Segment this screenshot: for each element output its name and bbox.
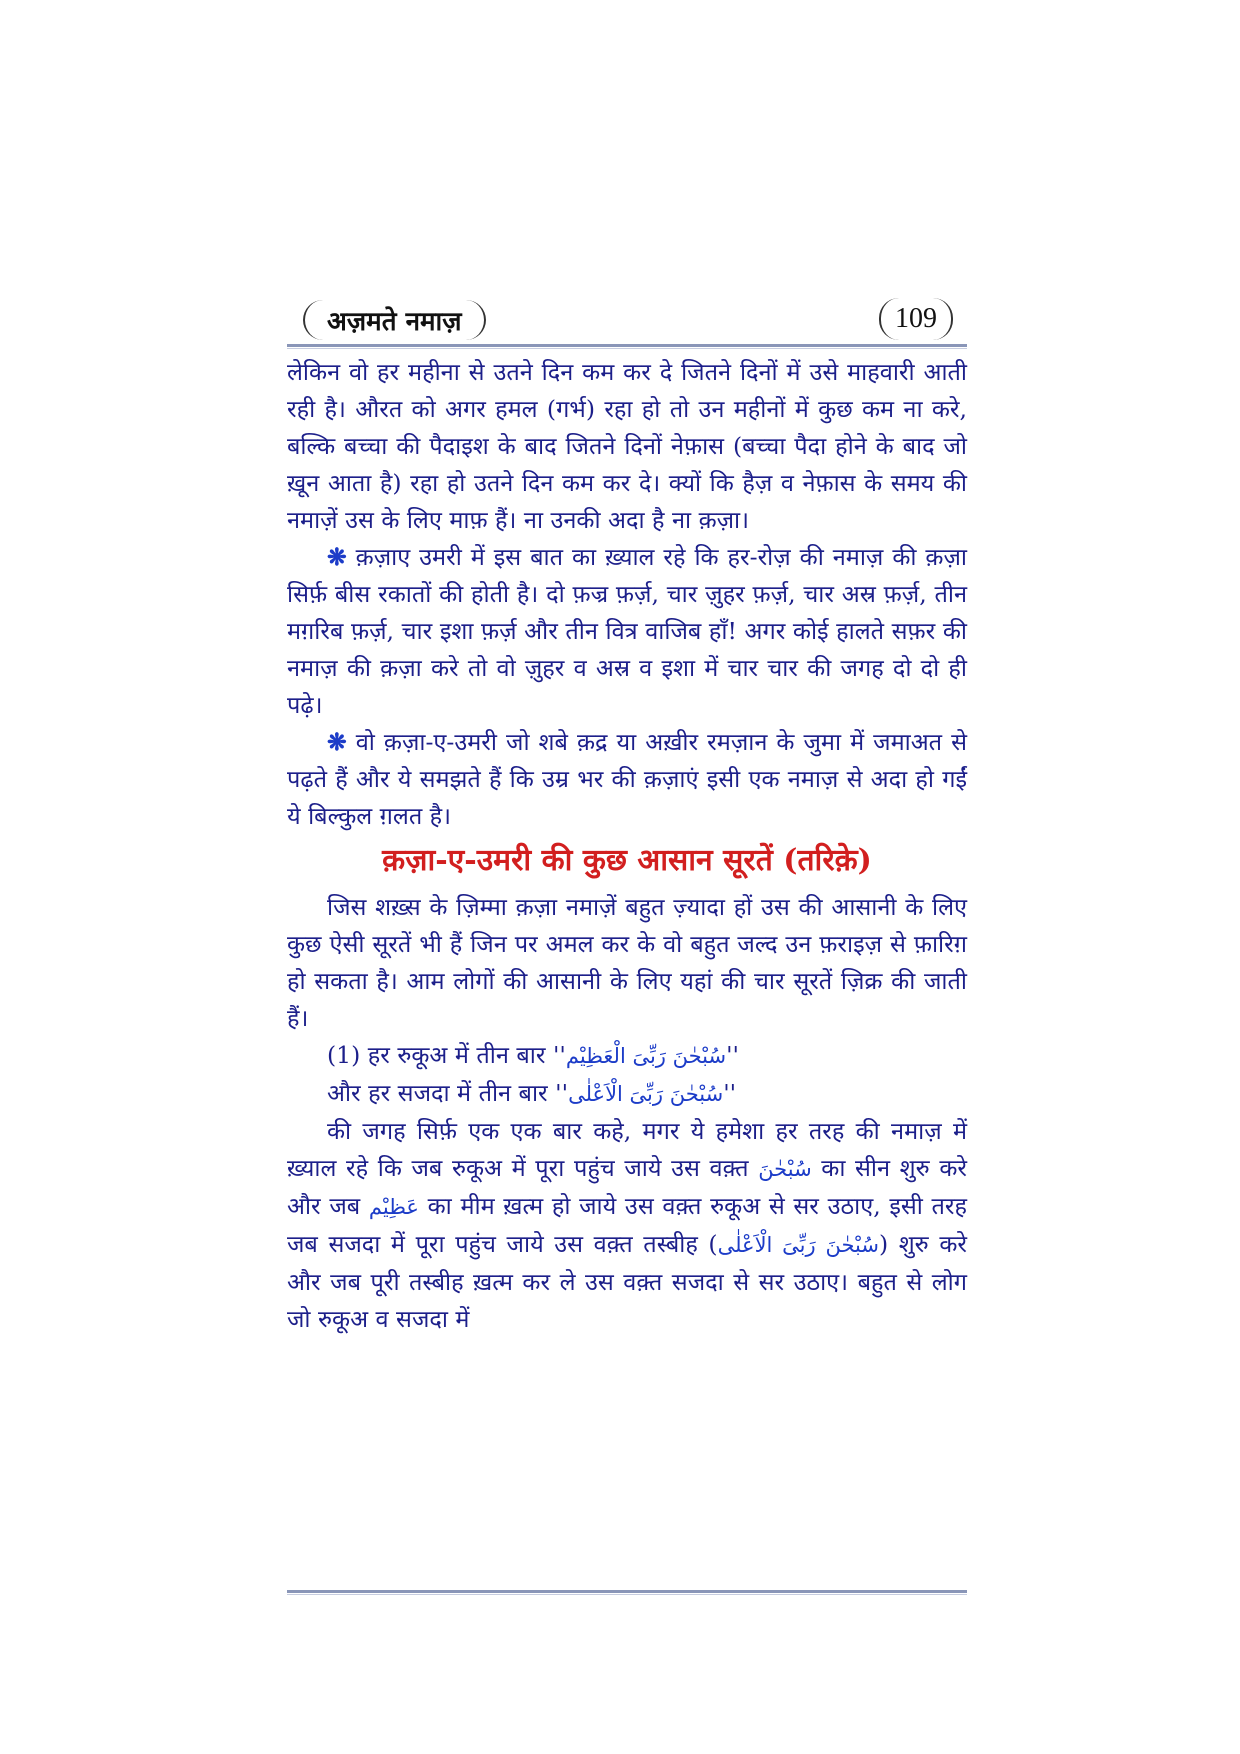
paragraph-3 <box>287 724 967 835</box>
footer-divider <box>287 1590 967 1593</box>
tasbih-sajda-prefix: और हर सजदा में तीन बार '' <box>327 1079 569 1107</box>
tasbih-ruku-line <box>287 1037 967 1075</box>
paragraph-4: जिस शख़्स के ज़िम्मा क़ज़ा नमाज़ें बहुत ज़्यादा हों उस की आसानी के लिए कुछ ऐसी सूरतें भी हैं जिन पर अमल कर के वो बहुत जल्द उन फ़राइज़ से फ़ारिग़ हो सकता है। आम लोगों की आसानी के लिए यहां की चार सूरतें ज़िक्र की जाती हैं। <box>287 893 967 1032</box>
page-number: 109 <box>879 298 953 340</box>
arabic-azim: عَظِیْم <box>368 1195 419 1219</box>
tasbih-ruku-arabic: سُبْحٰنَ رَبِّیَ الْعَظِیْم <box>565 1044 727 1068</box>
section-heading: क़ज़ा-ए-उमरी की कुछ आसान सूरतें (तरिक़े) <box>382 843 872 878</box>
tasbih-sajda-line <box>287 1075 967 1113</box>
bullet-star-icon: ❋ <box>327 728 347 756</box>
paragraph-6-part-a: की जगह सिर्फ़ एक एक बार कहे, मगर ये हमेशा हर तरह की नमाज़ में ख़्याल रहे कि जब रुकूअ में पूरा पहुंच जाये उस वक़्त <box>287 1117 967 1182</box>
bullet-star-icon: ❋ <box>327 543 347 571</box>
book-page <box>287 298 968 1333</box>
header-divider-thin <box>287 348 967 349</box>
footer-divider-thin <box>287 1594 967 1595</box>
book-title: अज़मते नमाज़ <box>303 300 486 340</box>
paragraph-6-part-d: ) शुरु करे और जब पूरी तस्बीह ख़त्म कर ले उस वक़्त सजदा से सर उठाए। बहुत से लोग जो रुकूअ व सजदा में <box>287 1230 967 1333</box>
paragraph-2-text: क़ज़ाए उमरी में इस बात का ख़्याल रहे कि हर-रोज़ की नमाज़ की क़ज़ा सिर्फ़ बीस रकातों की होती है। दो फ़ज्र फ़र्ज़, चार ज़ुहर फ़र्ज़, चार अस्र फ़र्ज़, तीन मग़रिब फ़र्ज़, चार इशा फ़र्ज़ और तीन वित्र वाजिब हाँ! अगर कोई हालते सफ़र की नमाज़ की क़ज़ा करे तो वो ज़ुहर व अस्र व इशा में चार चार की जगह दो दो ही पढ़े। <box>287 543 967 719</box>
paragraph-3-text: वो क़ज़ा-ए-उमरी जो शबे क़द्र या अख़ीर रमज़ान के जुमा में जमाअत से पढ़ते हैं और ये समझते हैं कि उम्र भर की क़ज़ाएं इसी एक नमाज़ से अदा हो गईं ये बिल्कुल ग़लत है। <box>287 728 967 830</box>
header-divider <box>287 344 967 347</box>
tasbih-sajda-arabic: سُبْحٰنَ رَبِّیَ الْاَعْلٰی <box>568 1082 724 1106</box>
paragraph-6-part-c: का मीम ख़त्म हो जाये उस वक़्त रुकूअ से सर उठाए, इसी तरह जब सजदा में पूरा पहुंच जाये उस वक़्त तस्बीह ( <box>287 1192 968 1258</box>
paragraph-6-part-b: का सीन शुरु करे और जब <box>287 1154 967 1220</box>
paragraph-2 <box>287 539 967 724</box>
paragraph-1: लेकिन वो हर महीना से उतने दिन कम कर दे जितने दिनों में उसे माहवारी आती रही है। औरत को अगर हमल (गर्भ) रहा हो तो उन महीनों में कुछ कम ना करे, बल्कि बच्चा की पैदाइश के बाद जितने दिनों नेफ़ास (बच्चा पैदा होने के बाद जो ख़ून आता है) रहा हो उतने दिन कम कर दे। क्यों कि हैज़ व नेफ़ास के समय की नमाज़ें उस के लिए माफ़ हैं। ना उनकी अदा है ना क़ज़ा। <box>287 358 967 534</box>
page-header <box>287 298 967 348</box>
arabic-tasbih-ala: سُبْحٰنَ رَبِّیَ الْاَعْلٰی <box>717 1233 879 1257</box>
page-body <box>287 354 967 1338</box>
tasbih-sajda-suffix: '' <box>723 1079 737 1107</box>
arabic-subhan: سُبْحٰنَ <box>758 1157 812 1181</box>
tasbih-ruku-prefix: (1) हर रुकूअ में तीन बार '' <box>327 1041 566 1069</box>
tasbih-ruku-suffix: '' <box>726 1041 740 1069</box>
paragraph-6 <box>287 1113 967 1338</box>
